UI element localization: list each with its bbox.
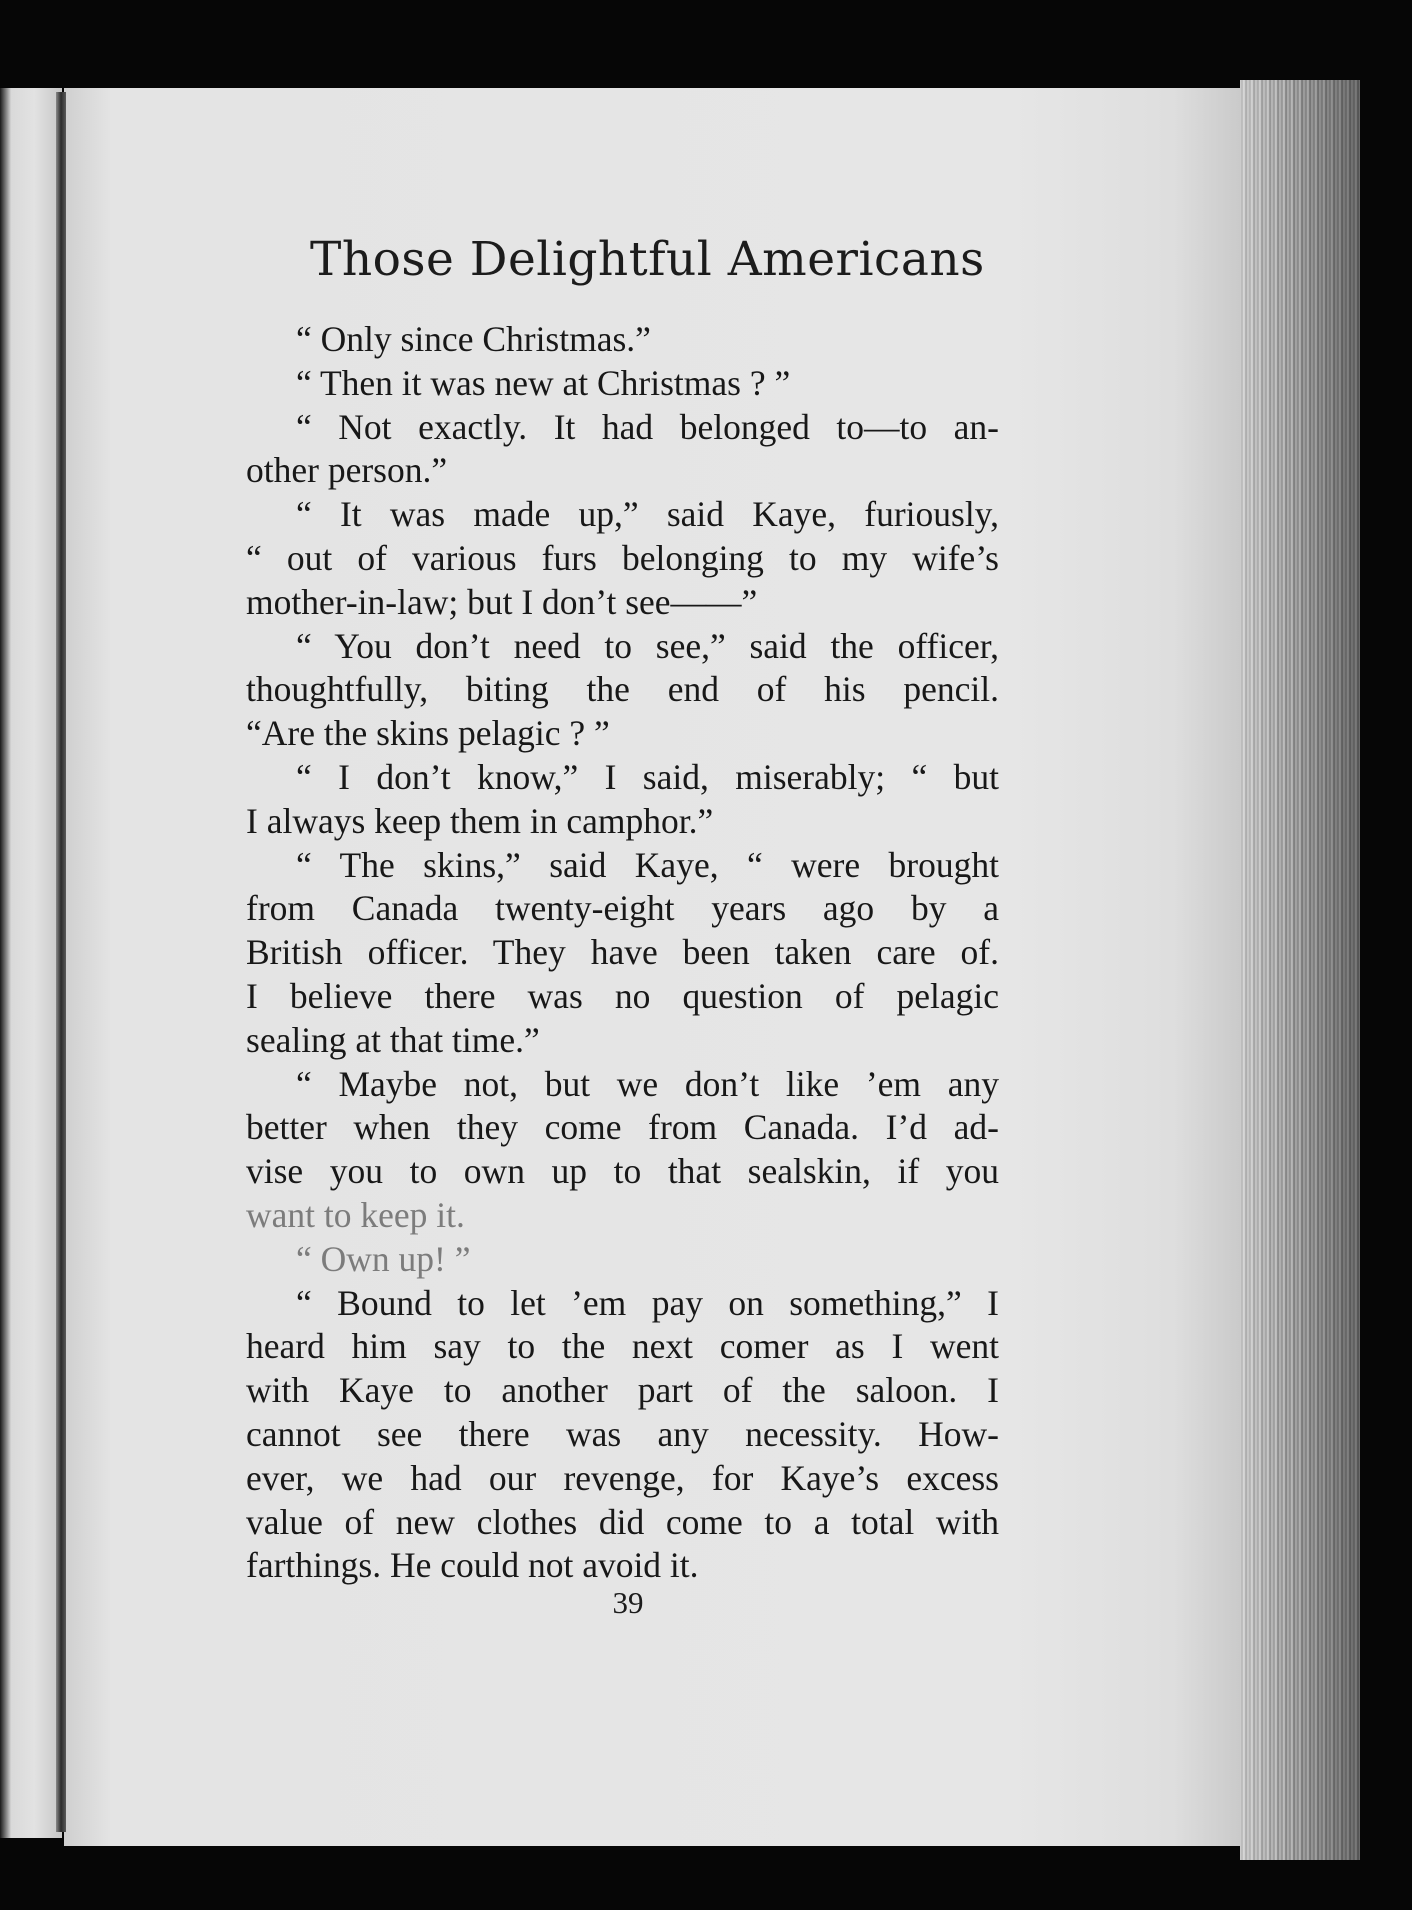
text-line: mother-in-law; but I don’t see——” [246,581,758,622]
text-line: vise you to own up to that sealskin, if you [246,1151,999,1192]
page-block-shading [1240,80,1360,1860]
text-line: “ I don’t know,” I said, miserably; “ but [296,756,999,797]
text-line: from Canada twenty-eight years ago by a [246,888,999,929]
text-line: “ Then it was new at Christmas ? ” [296,362,791,403]
text-line: cannot see there was any necessity. How- [246,1413,999,1454]
text-line: want to keep it. [246,1194,465,1235]
book-gutter [56,92,66,1832]
text-line: value of new clothes did come to a total with [246,1501,999,1542]
text-line: “ You don’t need to see,” said the officer, [296,625,999,666]
text-line: “Are the skins pelagic ? ” [246,713,610,754]
running-head: Those Delightful Americans [310,232,985,287]
text-line: “ The skins,” said Kaye, “ were brought [296,844,999,885]
body-text [246,318,999,1588]
text-line: “ out of various furs belonging to my wife’s [246,537,999,578]
text-line: I always keep them in camphor.” [246,800,714,841]
text-line: heard him say to the next comer as I went [246,1326,999,1367]
text-line: I believe there was no question of pelagic [246,975,999,1016]
text-line: “ Maybe not, but we don’t like ’em any [296,1063,999,1104]
page-number: 39 [612,1585,644,1620]
text-line: “ Own up! ” [296,1238,471,1279]
text-line: farthings. He could not avoid it. [246,1545,699,1586]
text-line: “ Bound to let ’em pay on something,” I [296,1282,999,1323]
text-line: sealing at that time.” [246,1019,540,1060]
text-line: other person.” [246,450,448,491]
text-line: better when they come from Canada. I’d ad- [246,1107,999,1148]
text-line: ever, we had our revenge, for Kaye’s excess [246,1457,999,1498]
left-page-edge [0,88,62,1838]
text-line: British officer. They have been taken care of. [246,932,999,973]
text-line: “ It was made up,” said Kaye, furiously, [296,494,999,535]
text-line: “ Not exactly. It had belonged to—to an- [296,406,999,447]
text-line: “ Only since Christmas.” [296,319,651,359]
text-line: thoughtfully, biting the end of his pencil. [246,669,999,710]
text-line: with Kaye to another part of the saloon. I [246,1370,999,1411]
